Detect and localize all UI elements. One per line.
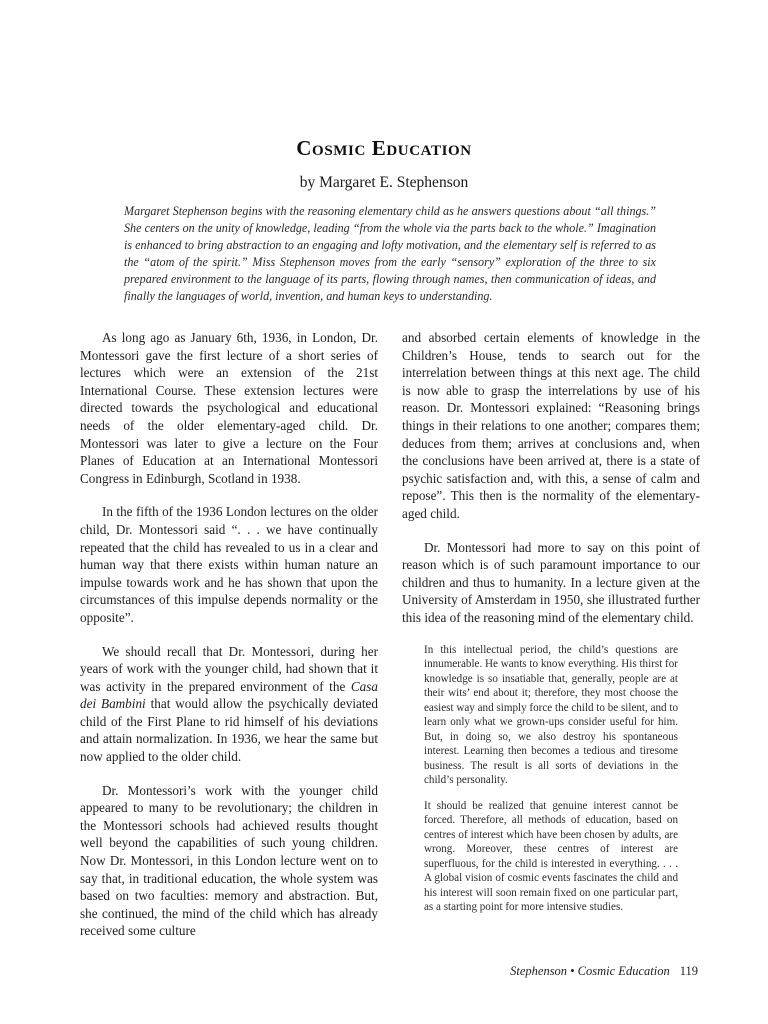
paragraph-text: We should recall that Dr. Montessori, during her years of work with the younger child, had shown that it was activity in the prepared environment of the: [80, 643, 378, 694]
article-title: Cosmic Education: [296, 136, 472, 160]
article-abstract: Margaret Stephenson begins with the reasoning elementary child as he answers questions about “all things.” She centers on the unity of knowledge, leading “from the whole via the parts back to the whole.” Imagination is enhanced to bring abstraction to an engaging and lofty motivation, and the elementary self is referred to as the “atom of the spirit.” Miss Stephenson moves from the early “sensory” exploration of the three to six prepared environment to the language of its parts, flowing through names, then communication of ideas, and finally the languages of world, invention, and human keys to understanding.: [124, 204, 656, 303]
paragraph: Dr. Montessori’s work with the younger child appeared to many to be revolutionary; the children in the Montessori schools had achieved results thought well beyond the capabilities of such young children. Now Dr. Montessori, in this London lecture went on to say that, in traditional education, the whole system was based on two faculties: memory and abstraction. But, she continued, the mind of the child which has already received some culture: [80, 782, 378, 939]
page-number: 119: [679, 964, 698, 978]
paragraph: In the fifth of the 1936 London lectures on the older child, Dr. Montessori said “. . . we have continually repeated that the child has revealed to us in a clear and human way that there exists within human nature an impulse towards work and he has shown that upon the circumstances of this impulse depends normality or the opposite”.: [80, 504, 378, 625]
block-quote: [424, 643, 678, 915]
running-head: Stephenson • Cosmic Education: [510, 964, 670, 978]
quote-paragraph: It should be realized that genuine interest cannot be forced. Therefore, all methods of education, based on centres of interest which have been chosen by adults, are wrong. Moreover, these centres of interest are superfluous, for the child is interested in everything. . . . A global vision of cosmic events fascinates the child and his interest will soon remain fixed on one particular part, as a starting point for more intensive studies.: [424, 799, 678, 913]
paragraph: Dr. Montessori had more to say on this point of reason which is of such paramount importance to our children and thus to humanity. In a lecture given at the University of Amsterdam in 1950, she illustrated further this idea of the reasoning mind of the elementary child.: [402, 539, 700, 625]
paragraph: and absorbed certain elements of knowledge in the Children’s House, tends to search out for the interrelation between things at this next age. The child is now able to grasp the interrelations by use of his reason. Dr. Montessori explained: “Reasoning brings things in their relations to one another; compares them; deduces from them; arrives at conclusions and, when the conclusions have been arrived at, there is a state of psychic satisfaction and, with this, a sense of calm and repose”. This then is the normality of the elementary-aged child.: [402, 330, 700, 521]
quote-paragraph: In this intellectual period, the child’s questions are innumerable. He wants to know everything. His thirst for knowledge is so insatiable that, generally, people are at their wits’ end about it; therefore, they most choose the easiest way and simply force the child to be silent, and to learn only what we grown-ups consider useful for him. But, in doing so, we also destroy his spontaneous interest. Learning then becomes a tedious and tiresome business. The result is all sorts of deviations in the child’s personality.: [424, 643, 678, 786]
emphasis-text: Casa dei Bambini: [80, 678, 378, 712]
paragraph-text: that would allow the psychically deviated child of the First Plane to rid himself of his deviations and attain normalization. In 1936, we hear the same but now applied to the older child.: [80, 696, 378, 765]
page-footer: [420, 964, 698, 979]
left-column: [80, 329, 378, 956]
paragraph: [80, 643, 378, 766]
article-byline: by Margaret E. Stephenson: [299, 174, 469, 191]
paragraph: As long ago as January 6th, 1936, in London, Dr. Montessori gave the first lecture of a short series of lectures which were an extension of the 21st International Course. These extension lectures were directed towards the psychological and educational needs of the older elementary-aged child. Dr. Montessori was later to give a lecture on the Four Planes of Education at an International Montessori Congress in Edinburgh, Scotland in 1938.: [80, 330, 378, 486]
right-column: [402, 329, 700, 926]
